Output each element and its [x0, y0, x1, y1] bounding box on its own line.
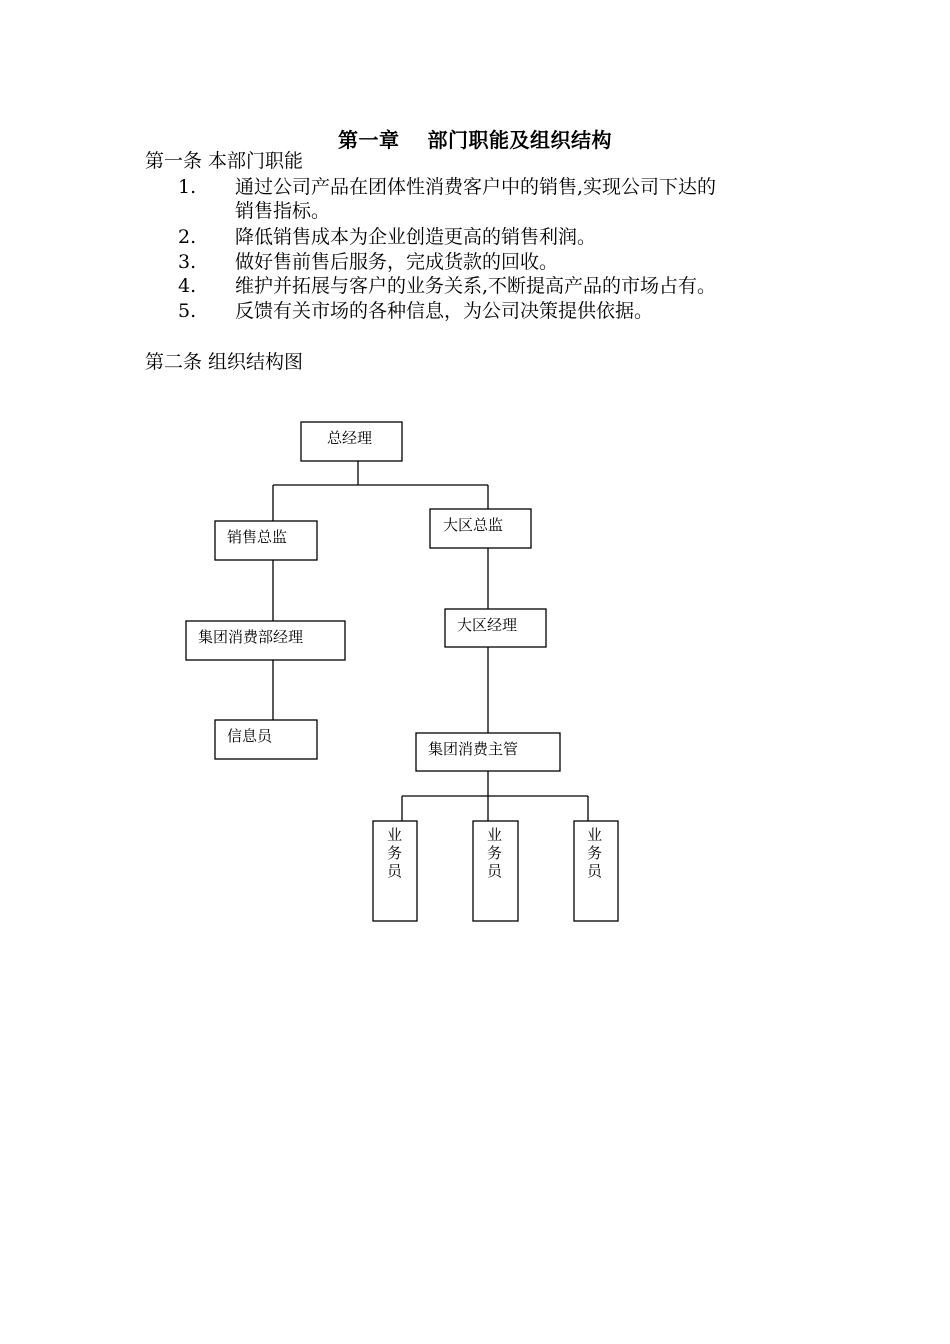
list-text-line: 维护并拓展与客户的业务关系,不断提高产品的市场占有。	[235, 275, 717, 297]
org-node-label-char: 务	[387, 844, 403, 862]
org-node-group-consumption-supervisor	[416, 733, 560, 771]
list-number: 3.	[178, 251, 197, 273]
org-node-information-officer	[215, 720, 317, 759]
org-node-label-char: 业	[587, 826, 603, 844]
org-node-salesperson	[574, 821, 618, 921]
org-node-general-manager	[301, 422, 402, 461]
org-node-sales-director	[215, 521, 317, 560]
org-node-label-char: 业	[387, 826, 403, 844]
org-node-label: 总经理	[327, 429, 373, 447]
article-1-heading: 第一条 本部门职能	[145, 150, 304, 172]
chapter-title: 第一章 部门职能及组织结构	[338, 128, 612, 152]
org-node-label-char: 务	[487, 844, 503, 862]
list-number: 2.	[178, 226, 197, 248]
org-node-salesperson	[373, 821, 417, 921]
list-text-line: 销售指标。	[235, 200, 331, 222]
org-node-salesperson	[473, 821, 518, 921]
org-node-label-char: 业	[487, 826, 503, 844]
org-node-regional-manager	[445, 609, 546, 647]
org-node-label: 信息员	[227, 727, 273, 745]
article-2-heading: 第二条 组织结构图	[145, 351, 304, 373]
org-node-group-consumption-manager	[186, 621, 345, 660]
list-text-line: 做好售前售后服务，完成货款的回收。	[235, 251, 559, 273]
list-text-line: 通过公司产品在团体性消费客户中的销售,实现公司下达的	[235, 176, 717, 198]
list-text-line: 降低销售成本为企业创造更高的销售利润。	[235, 226, 597, 248]
org-node-label: 销售总监	[227, 528, 288, 546]
list-number: 5.	[178, 300, 197, 322]
org-node-regional-director	[430, 509, 531, 548]
org-node-label-char: 员	[487, 862, 503, 880]
org-node-label-char: 员	[587, 862, 603, 880]
org-node-label: 大区总监	[443, 516, 504, 534]
org-node-label-char: 务	[587, 844, 603, 862]
list-number: 4.	[178, 275, 197, 297]
org-node-label: 大区经理	[457, 616, 518, 634]
org-node-label: 集团消费部经理	[198, 628, 304, 646]
list-number: 1.	[178, 176, 197, 198]
org-node-label: 集团消费主管	[428, 740, 519, 758]
org-node-label-char: 员	[387, 862, 403, 880]
list-text-line: 反馈有关市场的各种信息，为公司决策提供依据。	[235, 300, 654, 322]
